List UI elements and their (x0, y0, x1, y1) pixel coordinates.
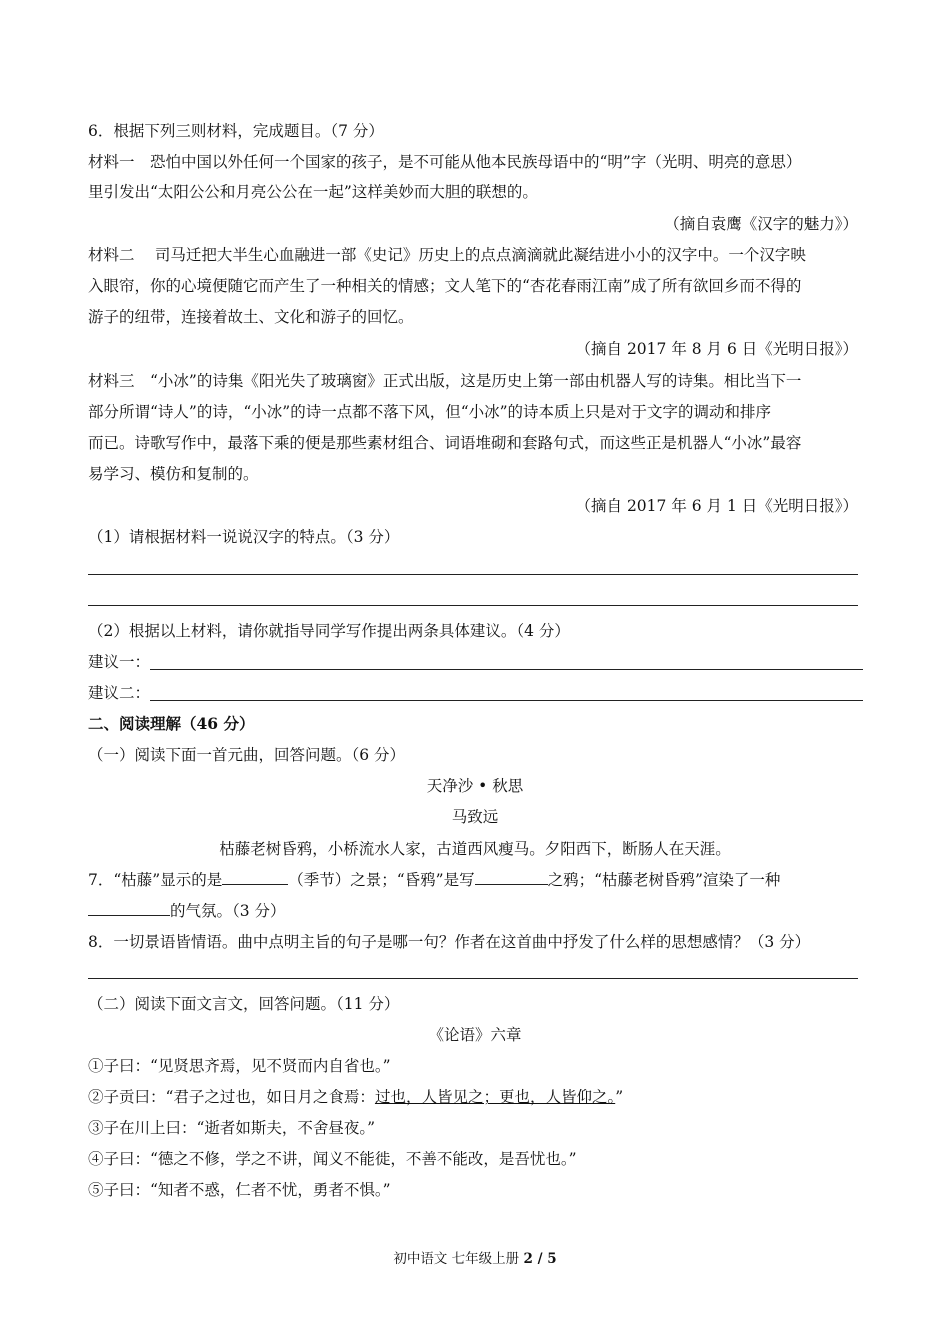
q8-answer-line[interactable] (88, 978, 858, 979)
advice2-answer-line[interactable] (150, 700, 863, 701)
q8-question: 8．一切景语皆情语。曲中点明主旨的句子是哪一句？作者在这首曲中抒发了什么样的思想感情？（3 分） (88, 933, 811, 951)
material2-line1: 材料二 司马迁把大半生心血融进一部《史记》历史上的点点滴滴就此凝结进小小的汉字中。一个汉字映 (88, 246, 806, 264)
q7-text-b: （季节）之景；“昏鸦”是写 (288, 871, 475, 889)
advice1-answer-line[interactable] (150, 669, 863, 670)
q7-blank-crow[interactable] (475, 870, 548, 885)
q7-blank-season[interactable] (222, 870, 288, 885)
material1-line1: 材料一 恐怕中国以外任何一个国家的孩子，是不可能从他本民族母语中的“明”字（光明、明亮的意思） (88, 153, 802, 171)
lunyu-chapter-3: ③子在川上曰：“逝者如斯夫，不舍昼夜。” (88, 1119, 376, 1137)
material2-line2: 入眼帘，你的心境便随它而产生了一种相关的情感；文人笔下的“杏花春雨江南”成了所有欲回乡而不得的 (88, 277, 802, 295)
page-footer (0, 1247, 950, 1267)
material3-source: （摘自 2017 年 6 月 1 日《光明日报》） (575, 497, 858, 515)
q7-text-a: 7．“枯藤”显示的是 (88, 871, 223, 889)
answer-line-2[interactable] (88, 605, 858, 606)
material3-line4: 易学习、模仿和复制的。 (88, 465, 259, 483)
material3-line1: 材料三 “小冰”的诗集《阳光失了玻璃窗》正式出版，这是历史上第一部由机器人写的诗集。相比当下一 (88, 372, 802, 390)
q7-text-c: 之鸦；“枯藤老树昏鸦”渲染了一种 (547, 871, 781, 889)
part1-title: （一）阅读下面一首元曲，回答问题。（6 分） (88, 746, 406, 764)
chapter2-text-pre: ②子贡曰：“君子之过也，如日月之食焉： (88, 1088, 375, 1106)
q7-line1 (88, 870, 780, 890)
lunyu-title: 《论语》六章 (428, 1026, 522, 1044)
q6-sub2: （2）根据以上材料，请你就指导同学写作提出两条具体建议。（4 分） (88, 622, 570, 640)
poem-title: 天净沙 • 秋思 (426, 777, 524, 795)
footer-subject: 初中语文 七年级上册 (393, 1251, 524, 1267)
advice2-label: 建议二： (88, 684, 151, 702)
material1-source: （摘自袁鹰《汉字的魅力》） (664, 215, 858, 233)
lunyu-chapter-2 (88, 1087, 623, 1107)
q7-text-d: 的气氛。（3 分） (170, 902, 286, 920)
footer-page-number: 2 / 5 (523, 1251, 557, 1267)
material2-line3: 游子的纽带，连接着故土、文化和游子的回忆。 (88, 308, 414, 326)
material3-line2: 部分所谓“诗人”的诗，“小冰”的诗一点都不落下风，但“小冰”的诗本质上只是对于文字的调动和排序 (88, 403, 772, 421)
q7-blank-atmosphere[interactable] (88, 901, 170, 916)
advice1-label: 建议一： (88, 653, 151, 671)
material2-source: （摘自 2017 年 8 月 6 日《光明日报》） (575, 340, 858, 358)
answer-line-1[interactable] (88, 574, 858, 575)
lunyu-chapter-4: ④子曰：“德之不修，学之不讲，闻义不能徙，不善不能改，是吾忧也。” (88, 1150, 577, 1168)
poem-author: 马致远 (451, 808, 499, 826)
part2-title: （二）阅读下面文言文，回答问题。（11 分） (88, 995, 400, 1013)
chapter2-text-post: ” (615, 1088, 624, 1106)
q6-title: 6．根据下列三则材料，完成题目。（7 分） (88, 122, 384, 140)
material1-line2: 里引发出“太阳公公和月亮公公在一起”这样美妙而大胆的联想的。 (88, 183, 538, 201)
section2-title: 二、阅读理解（46 分） (88, 714, 255, 733)
poem-body: 枯藤老树昏鸦，小桥流水人家，古道西风瘦马。夕阳西下，断肠人在天涯。 (219, 840, 731, 858)
lunyu-chapter-1: ①子曰：“见贤思齐焉，见不贤而内自省也。” (88, 1057, 391, 1075)
q7-line2 (88, 901, 286, 921)
lunyu-chapter-5: ⑤子曰：“知者不惑，仁者不忧，勇者不惧。” (88, 1181, 391, 1199)
q6-sub1: （1）请根据材料一说说汉字的特点。（3 分） (88, 528, 400, 546)
chapter2-underlined-sentence: 过也，人皆见之；更也，人皆仰之。 (374, 1088, 616, 1106)
material3-line3: 而已。诗歌写作中，最落下乘的便是那些素材组合、词语堆砌和套路句式，而这些正是机器人“小冰”最容 (88, 434, 802, 452)
